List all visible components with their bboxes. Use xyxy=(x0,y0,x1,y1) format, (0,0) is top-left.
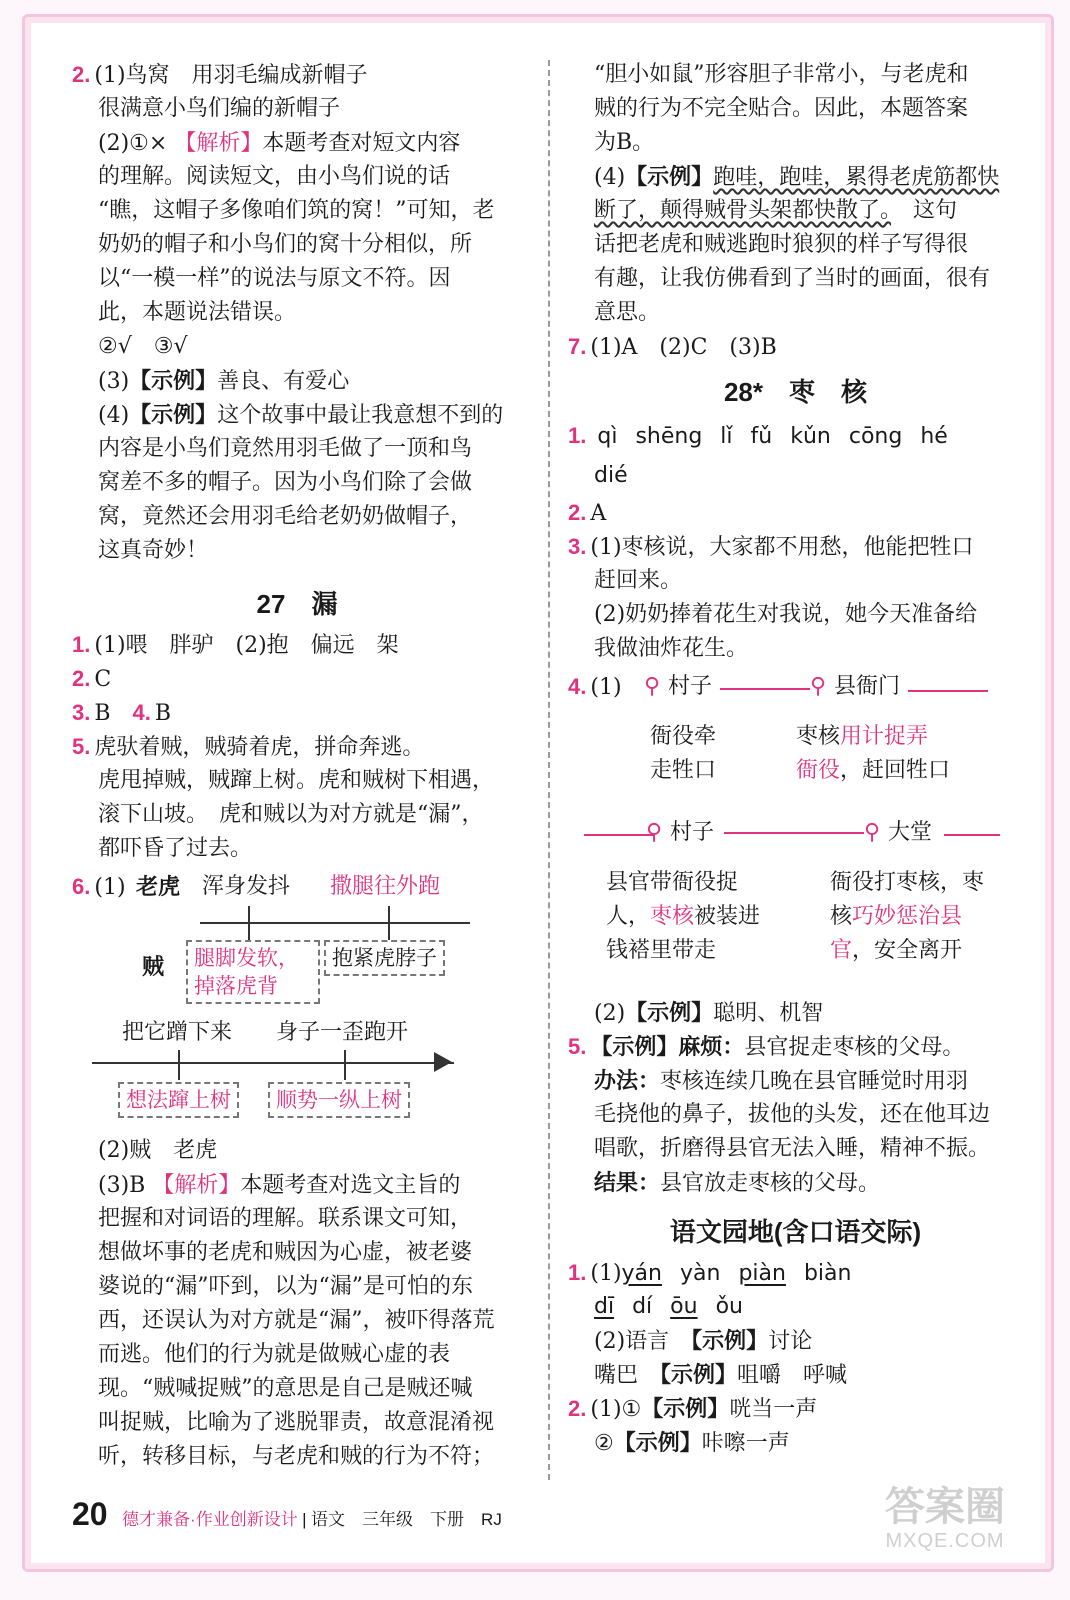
location-pin-icon: ⚲ xyxy=(810,674,827,699)
answer-line: (2)贼 老虎 xyxy=(98,1138,218,1163)
answer-line: 结果：县官放走枣核的父母。 xyxy=(594,1170,881,1196)
answer-line: (3)B 【解析】本题考查对选文主旨的 xyxy=(98,1172,461,1198)
map-location-3: 村子 xyxy=(670,820,715,845)
answer-line: 的理解。阅读短文，由小鸟们说的话 xyxy=(98,164,451,189)
answer-line: 贼的行为不完全贴合。因此，本题答案 xyxy=(594,96,969,121)
answer-line: ②√ ③√ xyxy=(98,334,188,359)
answer-line: 5. 【示例】麻烦：县官捉走枣核的父母。 xyxy=(568,1034,965,1060)
story-map-diagram: 4. (1) ⚲ 村子 ⚲ 县衙门 衙役牵 走牲口 枣核用计捉弄 衙役，赶回牲口 ⚲ 村子 ⚲ 大堂 县官带衙役捉 人，枣核被装进 钱褡里带走 衙役打枣核，枣 核巧妙惩治县 官，安全离开 xyxy=(568,666,1023,996)
diagram-timeline-1 xyxy=(200,922,470,924)
map-event-3: 县官带衙役捉 xyxy=(606,870,739,895)
diagram-box-4: 顺势一纵上树 xyxy=(268,1082,410,1118)
answer-line: 而逃。他们的行为就是做贼心虚的表 xyxy=(98,1342,451,1367)
diagram-box-2: 抱紧虎脖子 xyxy=(324,940,445,976)
answer-line: 以“一模一样”的说法与原文不符。因 xyxy=(98,266,451,291)
answer-line: (4)【示例】这个故事中最让我意想不到的 xyxy=(98,402,504,428)
answer-line: 3. B 4. B xyxy=(72,700,172,726)
answer-line: ②【示例】咔嚓一声 xyxy=(594,1430,790,1456)
answer-line: 把握和对词语的理解。联系课文可知， xyxy=(98,1206,473,1231)
location-pin-icon: ⚲ xyxy=(864,820,881,845)
answer-line: 话把老虎和贼逃跑时狼狈的样子写得很 xyxy=(594,232,969,257)
answer-line: “胆小如鼠”形容胆子非常小，与老虎和 xyxy=(594,62,969,87)
column-divider xyxy=(548,60,550,1480)
answer-line: 滚下山坡。 虎和贼以为对方就是“漏”， xyxy=(98,802,484,827)
pinyin-row: 1. qì shēng lǐ fǔ kǔn cōng hé xyxy=(568,423,948,449)
diagram-tiger-label: 老虎 xyxy=(136,874,181,899)
answer-line: 办法：枣核连续几晚在县官睡觉时用羽 xyxy=(594,1068,969,1094)
map-event-4: 衙役打枣核，枣 xyxy=(830,870,985,895)
answer-line: 赶回来。 xyxy=(594,568,683,593)
answer-line: 意思。 xyxy=(594,300,661,325)
garden-title: 语文园地(含口语交际) xyxy=(669,1217,922,1247)
diagram-thief-label: 贼 xyxy=(142,954,165,979)
answer-line: 嘴巴 【示例】咀嚼 呼喊 xyxy=(594,1362,848,1388)
map-event-1: 衙役牵 xyxy=(650,724,717,749)
answer-line: 奶奶的帽子和小鸟们的窝十分相似，所 xyxy=(98,232,473,257)
map-location-2: 县衙门 xyxy=(834,674,901,699)
pinyin-row: dié xyxy=(594,463,628,488)
answer-line: (3)【示例】善良、有爱心 xyxy=(98,368,350,394)
diagram-thief-action-b: 身子一歪跑开 xyxy=(276,1020,409,1045)
answer-line: 想做坏事的老虎和贼因为心虚，被老婆 xyxy=(98,1240,473,1265)
answer-line: 虎甩掉贼，贼蹿上树。虎和贼树下相遇， xyxy=(98,768,495,793)
answer-line: (2)语言 【示例】讨论 xyxy=(594,1328,813,1354)
diagram-tiger-action-a: 浑身发抖 xyxy=(202,874,291,899)
answer-line: 3. (1)枣核说，大家都不用愁，他能把牲口 xyxy=(568,534,974,560)
answer-line: 5. 虎驮着贼，贼骑着虎，拼命奔逃。 xyxy=(72,734,425,760)
answer-line: 现。“贼喊捉贼”的意思是自己是贼还喊 xyxy=(98,1376,473,1401)
diagram-thief-action-a: 把它蹭下来 xyxy=(122,1020,233,1045)
example-tag: 【示例】 xyxy=(129,402,218,427)
book-meta: 语文 三年级 下册 RJ xyxy=(311,1510,502,1529)
answer-line: 西，还误认为对方就是“漏”，被吓得落荒 xyxy=(98,1308,495,1333)
answer-line: 有趣，让我仿佛看到了当时的画面，很有 xyxy=(594,266,991,291)
answer-line: 为B。 xyxy=(594,130,655,155)
answer-line: 这真奇妙！ xyxy=(98,538,209,563)
diagram-box-1: 腿脚发软，掉落虎背 xyxy=(186,940,320,1004)
map-location-4: 大堂 xyxy=(888,820,933,845)
example-tag: 【示例】 xyxy=(625,1000,714,1025)
answer-line: 唱歌，折磨得县官无法入睡，精神不振。 xyxy=(594,1136,991,1161)
analysis-tag: 【解析】 xyxy=(174,130,263,155)
analysis-tag: 【解析】 xyxy=(152,1172,241,1197)
answer-line: 2. A xyxy=(568,500,607,526)
answer-line: (2)奶奶捧着花生对我说，她今天准备给 xyxy=(594,602,978,627)
pinyin-row: dī dí ōu ǒu xyxy=(594,1294,743,1319)
answer-line: (4)【示例】跑哇，跑哇，累得老虎筋都快 xyxy=(594,164,1000,190)
answer-line: 都吓昏了过去。 xyxy=(98,836,253,861)
answer-line: 此，本题说法错误。 xyxy=(98,300,297,325)
answer-line: 叫捉贼，比喻为了逃脱罪责，故意混淆视 xyxy=(98,1410,495,1435)
page-number: 20 xyxy=(72,1496,108,1532)
answer-line: 7. (1)A (2)C (3)B xyxy=(568,334,777,360)
location-pin-icon: ⚲ xyxy=(644,674,661,699)
diagram-box-3: 想法蹿上树 xyxy=(118,1082,239,1118)
answer-line: 2. C xyxy=(72,666,112,692)
arrow-right-icon xyxy=(434,1052,452,1072)
lesson-28-title: 28* 枣 核 xyxy=(723,377,868,407)
diagram-timeline-2 xyxy=(92,1062,454,1064)
answer-line: 2. (1)①【示例】咣当一声 xyxy=(568,1396,818,1422)
pinyin-row: 1. (1)yán yàn piàn biàn xyxy=(568,1260,852,1286)
answer-line: 婆说的“漏”吓到，以为“漏”是可怕的东 xyxy=(98,1274,473,1299)
example-tag: 【示例】 xyxy=(625,164,714,189)
left-column xyxy=(72,58,522,1474)
answer-line: “瞧，这帽子多像咱们筑的窝！”可知，老 xyxy=(98,198,495,223)
diagram-tiger-action-b: 撒腿往外跑 xyxy=(330,874,441,899)
answer-line: 毛挠他的鼻子，拔他的头发，还在他耳边 xyxy=(594,1102,991,1127)
answer-line: 断了，颠得贼骨头架都快散了。 这句 xyxy=(594,198,958,223)
answer-line: (2)①× 【解析】本题考查对短文内容 xyxy=(98,130,461,156)
answer-line: 窝差不多的帽子。因为小鸟们除了会做 xyxy=(98,470,473,495)
right-column xyxy=(568,58,1023,1460)
tiger-thief-diagram: 6. (1) 老虎 浑身发抖 撒腿往外跑 贼 腿脚发软，掉落虎背 抱紧虎脖子 把它蹭下来 身子一歪跑开 想法蹿上树 顺势一纵上树 xyxy=(72,866,522,1134)
answer-line: 窝，竟然还会用羽毛给老奶奶做帽子， xyxy=(98,504,473,529)
answer-line: 听，转移目标，与老虎和贼的行为不符； xyxy=(98,1444,495,1469)
answer-line: 内容是小鸟们竟然用羽毛做了一顶和鸟 xyxy=(98,436,473,461)
location-pin-icon: ⚲ xyxy=(646,820,663,845)
lesson-27-title: 27 漏 xyxy=(256,589,338,619)
page-footer: 20 德才兼备·作业创新设计 | 语文 三年级 下册 RJ xyxy=(72,1496,502,1532)
book-title: 德才兼备·作业创新设计 xyxy=(122,1510,298,1529)
answer-line: (2)【示例】聪明、机智 xyxy=(594,1000,824,1026)
watermark-logo: 答案圈 MXQE.COM xyxy=(885,1485,1005,1552)
map-location-1: 村子 xyxy=(668,674,713,699)
map-event-2: 枣核用计捉弄 xyxy=(796,724,929,749)
answer-line: 2. (1)鸟窝 用羽毛编成新帽子 xyxy=(72,62,368,88)
answer-line: 1. (1)喂 胖驴 (2)抱 偏远 架 xyxy=(72,632,399,658)
example-tag: 【示例】 xyxy=(129,368,218,393)
answer-line: 很满意小鸟们编的新帽子 xyxy=(98,96,341,121)
answer-line: 我做油炸花生。 xyxy=(594,636,749,661)
